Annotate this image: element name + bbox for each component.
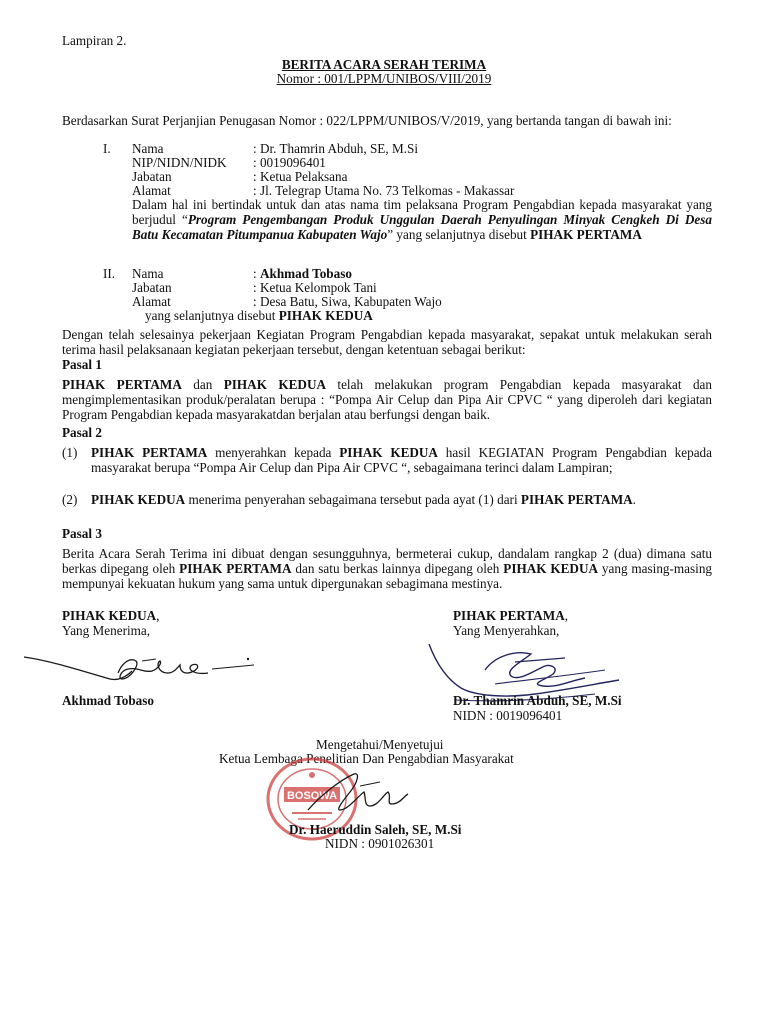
- pasal1-text-2: telah melakukan program Pengabdian kepada masyarakat dan mengimplementasikan produk/peralatan berupa : “Pompa Air Celup dan Pipa Air CPVC “ yang diperoleh dari kegiatan Program Pengabdian kepada masyarakatdan berjalan atau berfungsi dengan baik.: [62, 377, 712, 422]
- program-title: Program Pengembangan Produk Unggulan Daerah Penyulingan Minyak Cengkeh Di Desa Batu Kecamatan Pitumpanua Kabupaten Wajo: [132, 212, 712, 242]
- pasal1-party-first: PIHAK PERTAMA: [62, 377, 182, 392]
- pasal2-item-2-number: (2): [62, 492, 78, 507]
- party1-label-position: Jabatan: [132, 169, 172, 184]
- party2-label-position: Jabatan: [132, 280, 172, 295]
- pasal2-item-1-text-2: hasil KEGIATAN Program Pengabdian kepada masyarakat berupa “Pompa Air Celup dan Pipa Air CPVC “, sebagaimana terinci dalam Lampiran;: [91, 445, 713, 475]
- party1-desc-text: Dalam hal ini bertindak untuk dan atas nama tim pelaksana Program Pengabdian kepada masyarakat yang berjudul “: [132, 197, 712, 227]
- pasal2-item-1-number: (1): [62, 445, 78, 460]
- pasal3-heading: Pasal 3: [62, 526, 102, 541]
- party2-label-name: Nama: [132, 266, 164, 281]
- pasal2-item-2-text-1: menerima penyerahan sebagaimana tersebut pada ayat (1) dari: [185, 492, 521, 507]
- sign-right-party-name: PIHAK PERTAMA: [453, 608, 565, 623]
- party2-roman: II.: [103, 266, 116, 281]
- party1-value-id: : 0019096401: [253, 155, 326, 170]
- sign-left-party: [62, 608, 159, 623]
- sign-left-comma: ,: [156, 608, 160, 623]
- intro-paragraph: Berdasarkan Surat Perjanjian Penugasan Nomor : 022/LPPM/UNIBOS/V/2019, yang bertanda tangan di bawah ini:: [62, 113, 672, 128]
- pasal2-item-1-party-second: PIHAK KEDUA: [339, 445, 438, 460]
- pasal2-item-2-party-first: PIHAK KEDUA: [91, 492, 186, 507]
- pasal2-item-2-text: [91, 492, 712, 507]
- pasal3-party-first: PIHAK PERTAMA: [179, 561, 292, 576]
- party1-description: [132, 197, 712, 242]
- party1-value-position: : Ketua Pelaksana: [253, 169, 348, 184]
- pasal2-item-1-text-1: menyerahkan kepada: [207, 445, 340, 460]
- pasal3-party-second: PIHAK KEDUA: [503, 561, 599, 576]
- party2-description: [145, 308, 373, 323]
- party1-designation: PIHAK PERTAMA: [530, 227, 642, 242]
- sign-left-party-name: PIHAK KEDUA: [62, 608, 157, 623]
- party2-designation: PIHAK KEDUA: [278, 308, 373, 323]
- sign-right-id: NIDN : 0019096401: [453, 708, 563, 723]
- party1-value-name: : Dr. Thamrin Abduh, SE, M.Si: [253, 141, 418, 156]
- pasal1-heading: Pasal 1: [62, 357, 102, 372]
- pasal3-text-2: dan satu berkas lainnya dipegang oleh: [291, 561, 504, 576]
- sign-right-name: Dr. Thamrin Abduh, SE, M.Si: [453, 693, 622, 708]
- party2-value-name: [253, 266, 352, 281]
- pasal1-party-second: PIHAK KEDUA: [223, 377, 326, 392]
- stamp-text: BOSOWA: [286, 790, 338, 802]
- pasal1-paragraph: [62, 377, 712, 422]
- approval-line-2: Ketua Lembaga Penelitian Dan Pengabdian Masyarakat: [219, 751, 514, 766]
- sign-left-role: Yang Menerima,: [62, 623, 151, 638]
- party1-value-address: : Jl. Telegrap Utama No. 73 Telkomas - Makassar: [253, 183, 515, 198]
- approval-name: Dr. Haeruddin Saleh, SE, M.Si: [289, 822, 462, 837]
- pasal1-text-1: dan: [181, 377, 224, 392]
- party2-desc-text: yang selanjutnya disebut: [145, 308, 279, 323]
- sign-right-comma: ,: [564, 608, 569, 623]
- approval-id: NIDN : 0901026301: [325, 836, 435, 851]
- document-number: Nomor : 001/LPPM/UNIBOS/VIII/2019: [276, 71, 492, 86]
- party1-label-id: NIP/NIDN/NIDK: [132, 155, 227, 170]
- sign-right-role: Yang Menyerahkan,: [453, 623, 560, 638]
- pasal2-item-2-text-2: .: [632, 492, 636, 507]
- party2-value-address: : Desa Batu, Siwa, Kabupaten Wajo: [253, 294, 442, 309]
- party1-roman: I.: [103, 141, 111, 156]
- pasal2-heading: Pasal 2: [62, 425, 102, 440]
- party2-value-position: : Ketua Kelompok Tani: [253, 280, 377, 295]
- pasal2-item-1-text: [91, 445, 712, 475]
- sign-left-name: Akhmad Tobaso: [62, 693, 154, 708]
- attachment-label: Lampiran 2.: [62, 33, 127, 48]
- party1-label-address: Alamat: [132, 183, 171, 198]
- approval-line-1: Mengetahui/Menyetujui: [316, 737, 444, 752]
- pasal3-text-3: yang masing-masing mempunyai kekuatan hukum yang sama untuk dipergunakan sebagimana mestinya.: [62, 561, 713, 591]
- sign-right-party: [453, 608, 568, 623]
- signature-left: [22, 643, 262, 691]
- party2-name: Akhmad Tobaso: [259, 266, 352, 281]
- pasal3-paragraph: [62, 546, 712, 591]
- pasal2-item-1-party-first: PIHAK PERTAMA: [91, 445, 208, 460]
- document-title: BERITA ACARA SERAH TERIMA: [281, 57, 487, 72]
- party2-name-colon: :: [253, 266, 260, 281]
- party1-label-name: Nama: [132, 141, 164, 156]
- party2-label-address: Alamat: [132, 294, 171, 309]
- party1-desc-mid: ” yang selanjutnya disebut: [387, 227, 531, 242]
- agreement-paragraph: Dengan telah selesainya pekerjaan Kegiatan Program Pengabdian kepada masyarakat, sepakat untuk melakukan serah terima hasil pelaksanaan kegiatan pekerjaan tersebut, dengan ketentuan sebagai berikut:: [62, 327, 712, 357]
- pasal3-text-1: Berita Acara Serah Terima ini dibuat dengan sesungguhnya, bermeterai cukup, dandalam rangkap 2 (dua) dimana satu berkas dipegang oleh: [62, 546, 712, 576]
- signature-approval: [300, 766, 420, 822]
- pasal2-item-2-party-second: PIHAK PERTAMA: [520, 492, 633, 507]
